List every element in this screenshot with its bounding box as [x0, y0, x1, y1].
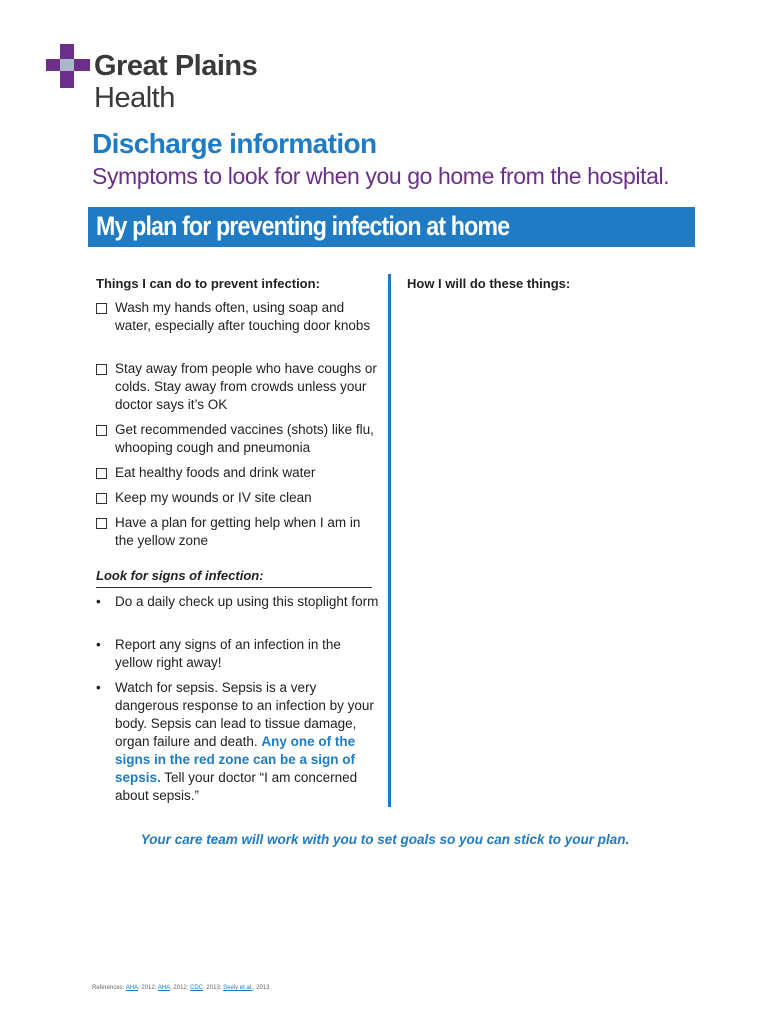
references: References: AHA, 2012; AHA, 2012; CDC, 2013; Seely et al., 2013	[92, 985, 270, 991]
bullet-item: • Do a daily check up using this stoplight form	[96, 594, 379, 609]
section-title: My plan for preventing infection at home	[96, 211, 510, 241]
checkbox[interactable]	[96, 425, 107, 436]
care-team-note: Your care team will work with you to set goals so you can stick to your plan.	[140, 832, 630, 847]
checkbox[interactable]	[96, 303, 107, 314]
checkbox[interactable]	[96, 493, 107, 504]
checkbox[interactable]	[96, 468, 107, 479]
checklist-item: Wash my hands often, using soap and water, especially after touching door knobs	[96, 299, 381, 335]
column-divider	[388, 274, 391, 807]
page-subtitle: Symptoms to look for when you go home from the hospital.	[92, 163, 670, 189]
logo	[46, 44, 286, 118]
checklist-item: Stay away from people who have coughs or colds. Stay away from crowds unless your doctor says it’s OK	[96, 360, 381, 414]
right-column-heading: How I will do these things:	[407, 276, 571, 291]
page-title: Discharge information	[92, 128, 377, 159]
checklist-item: Get recommended vaccines (shots) like flu, whooping cough and pneumonia	[96, 421, 381, 457]
bullet-item: • Report any signs of an infection in the yellow right away!	[96, 637, 341, 670]
checkbox[interactable]	[96, 364, 107, 375]
signs-heading: Look for signs of infection:	[96, 568, 372, 588]
checklist-item: Keep my wounds or IV site clean	[96, 489, 381, 507]
sepsis-emphasis: Any one of the signs in the red zone can be a sign of sepsis.	[115, 734, 356, 785]
logo-name: Great Plains	[94, 50, 258, 82]
checklist-item: Have a plan for getting help when I am in the yellow zone	[96, 514, 381, 550]
section-banner	[88, 207, 695, 247]
logo-subname: Health	[94, 82, 175, 114]
bullet-icon: •	[96, 594, 101, 609]
bullet-icon: •	[96, 637, 101, 652]
bullet-icon: •	[96, 680, 101, 695]
reference-link[interactable]: Seely et al.	[223, 985, 253, 991]
checklist-item: Eat healthy foods and drink water	[96, 464, 381, 482]
reference-link[interactable]: AHA	[125, 985, 139, 991]
left-column-heading: Things I can do to prevent infection:	[96, 276, 320, 291]
reference-link[interactable]: AHA	[157, 985, 171, 991]
reference-link[interactable]: CDC	[190, 985, 204, 991]
checkbox[interactable]	[96, 518, 107, 529]
sepsis-item: • Watch for sepsis. Sepsis is a very dangerous response to an infection by your body. Sepsis can lead to tissue damage, organ failure and death. Any one of the signs in the red zone can be a sign of sepsis. Tell your doctor “I am concerned about sepsis.”	[96, 680, 374, 803]
